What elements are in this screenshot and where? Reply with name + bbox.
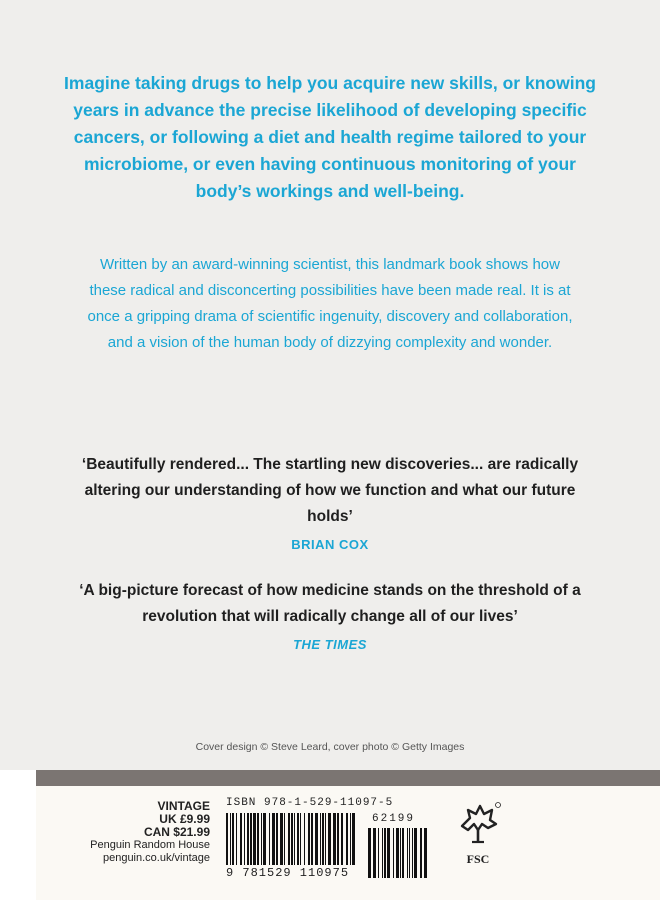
quote-2-attribution: THE TIMES (293, 637, 367, 652)
barcode-icon (226, 813, 356, 865)
cover-credit: Cover design © Steve Leard, cover photo © Getty Images (195, 741, 465, 753)
addon-barcode-icon (368, 828, 430, 878)
quote-1-text: ‘Beautifully rendered... The startling new discoveries... are radically altering our understanding of how we function and what our future holds’ (81, 456, 579, 525)
quote-2 (70, 578, 590, 658)
isbn-text: ISBN 978-1-529-11097-5 (226, 797, 394, 809)
imprint: VINTAGE (157, 799, 210, 813)
price-uk: UK £9.99 (159, 812, 210, 826)
barcode-addon: 62199 (372, 813, 416, 825)
barcode-digits: 9 781529 110975 (226, 866, 350, 880)
grey-band (36, 770, 660, 786)
price-can: CAN $21.99 (143, 825, 210, 839)
cover-edge (0, 770, 36, 900)
publisher-url: penguin.co.uk/vintage (102, 852, 210, 864)
description-text: Written by an award-winning scientist, this landmark book shows how these radical and disconcerting possibilities have been made real. It is at once a gripping drama of scientific ingenuity, discovery and collaboration, and a vision of the human body of dizzying complexity and wonder. (87, 256, 573, 351)
quote-1 (70, 452, 590, 558)
blurb-text: Imagine taking drugs to help you acquire new skills, or knowing years in advance the precise likelihood of developing specific cancers, or following a diet and health regime tailored to your microbiome, or even having continuous monitoring of your body’s workings and well-being. (64, 73, 596, 201)
quote-1-attribution: BRIAN COX (291, 537, 369, 552)
fsc-label: FSC (466, 852, 490, 866)
quote-2-text: ‘A big-picture forecast of how medicine stands on the threshold of a revolution that will radically change all of our lives’ (79, 582, 581, 625)
publisher-house: Penguin Random House (90, 839, 210, 851)
publisher-info (60, 800, 210, 865)
fsc-tree-icon (454, 800, 502, 848)
